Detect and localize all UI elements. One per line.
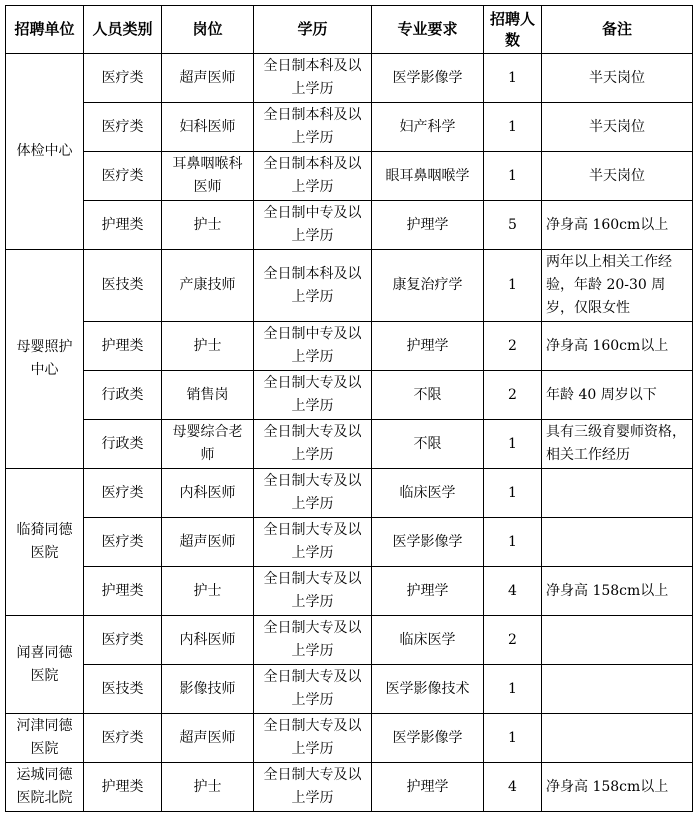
unit-cell: 体检中心	[6, 54, 84, 250]
table-row	[6, 371, 693, 420]
table-row	[6, 567, 693, 616]
post-cell: 影像技师	[162, 665, 254, 714]
post-cell: 母婴综合老师	[162, 420, 254, 469]
table-row	[6, 518, 693, 567]
major-cell: 康复治疗学	[372, 250, 484, 322]
category-cell: 医疗类	[84, 152, 162, 201]
count-cell: 2	[484, 616, 542, 665]
header-education: 学历	[254, 6, 372, 54]
major-cell: 不限	[372, 420, 484, 469]
education-cell: 全日制大专及以上学历	[254, 469, 372, 518]
major-cell: 不限	[372, 371, 484, 420]
table-row	[6, 103, 693, 152]
unit-cell: 运城同德医院北院	[6, 763, 84, 812]
note-cell: 半天岗位	[542, 152, 693, 201]
major-cell: 护理学	[372, 201, 484, 250]
category-cell: 医疗类	[84, 518, 162, 567]
category-cell: 医疗类	[84, 714, 162, 763]
education-cell: 全日制本科及以上学历	[254, 54, 372, 103]
table-row	[6, 322, 693, 371]
post-cell: 妇科医师	[162, 103, 254, 152]
post-cell: 产康技师	[162, 250, 254, 322]
post-cell: 超声医师	[162, 54, 254, 103]
education-cell: 全日制中专及以上学历	[254, 201, 372, 250]
category-cell: 护理类	[84, 567, 162, 616]
major-cell: 医学影像学	[372, 54, 484, 103]
post-cell: 内科医师	[162, 469, 254, 518]
post-cell: 超声医师	[162, 518, 254, 567]
note-cell: 净身高 160cm以上	[542, 201, 693, 250]
post-cell: 护士	[162, 201, 254, 250]
education-cell: 全日制大专及以上学历	[254, 616, 372, 665]
count-cell: 1	[484, 518, 542, 567]
note-cell	[542, 714, 693, 763]
unit-cell: 母婴照护中心	[6, 250, 84, 469]
category-cell: 行政类	[84, 371, 162, 420]
major-cell: 医学影像技术	[372, 665, 484, 714]
recruitment-table	[5, 5, 693, 812]
post-cell: 耳鼻咽喉科医师	[162, 152, 254, 201]
post-cell: 护士	[162, 567, 254, 616]
count-cell: 5	[484, 201, 542, 250]
category-cell: 行政类	[84, 420, 162, 469]
post-cell: 护士	[162, 322, 254, 371]
note-cell	[542, 518, 693, 567]
major-cell: 医学影像学	[372, 714, 484, 763]
header-post: 岗位	[162, 6, 254, 54]
education-cell: 全日制本科及以上学历	[254, 250, 372, 322]
note-cell	[542, 469, 693, 518]
major-cell: 临床医学	[372, 616, 484, 665]
category-cell: 护理类	[84, 322, 162, 371]
education-cell: 全日制大专及以上学历	[254, 420, 372, 469]
major-cell: 医学影像学	[372, 518, 484, 567]
education-cell: 全日制中专及以上学历	[254, 322, 372, 371]
count-cell: 1	[484, 420, 542, 469]
post-cell: 内科医师	[162, 616, 254, 665]
category-cell: 医疗类	[84, 103, 162, 152]
table-row	[6, 714, 693, 763]
header-count: 招聘人数	[484, 6, 542, 54]
major-cell: 眼耳鼻咽喉学	[372, 152, 484, 201]
category-cell: 护理类	[84, 763, 162, 812]
education-cell: 全日制大专及以上学历	[254, 763, 372, 812]
note-cell: 具有三级育婴师资格，相关工作经历	[542, 420, 693, 469]
table-row	[6, 420, 693, 469]
note-cell	[542, 616, 693, 665]
major-cell: 护理学	[372, 567, 484, 616]
major-cell: 护理学	[372, 763, 484, 812]
header-unit: 招聘单位	[6, 6, 84, 54]
note-cell: 年龄 40 周岁以下	[542, 371, 693, 420]
category-cell: 护理类	[84, 201, 162, 250]
note-cell: 净身高 158cm以上	[542, 567, 693, 616]
table-row	[6, 250, 693, 322]
category-cell: 医疗类	[84, 469, 162, 518]
note-cell: 两年以上相关工作经验，年龄 20-30 周岁，仅限女性	[542, 250, 693, 322]
header-major: 专业要求	[372, 6, 484, 54]
note-cell: 半天岗位	[542, 54, 693, 103]
unit-cell: 闻喜同德医院	[6, 616, 84, 714]
unit-cell: 河津同德医院	[6, 714, 84, 763]
unit-cell: 临猗同德医院	[6, 469, 84, 616]
note-cell: 净身高 158cm以上	[542, 763, 693, 812]
category-cell: 医疗类	[84, 616, 162, 665]
table-row	[6, 54, 693, 103]
category-cell: 医疗类	[84, 54, 162, 103]
count-cell: 1	[484, 152, 542, 201]
count-cell: 1	[484, 714, 542, 763]
education-cell: 全日制大专及以上学历	[254, 714, 372, 763]
education-cell: 全日制大专及以上学历	[254, 518, 372, 567]
note-cell	[542, 665, 693, 714]
count-cell: 1	[484, 250, 542, 322]
category-cell: 医技类	[84, 250, 162, 322]
table-row	[6, 201, 693, 250]
table-row	[6, 763, 693, 812]
count-cell: 4	[484, 763, 542, 812]
major-cell: 临床医学	[372, 469, 484, 518]
header-note: 备注	[542, 6, 693, 54]
note-cell: 半天岗位	[542, 103, 693, 152]
education-cell: 全日制大专及以上学历	[254, 567, 372, 616]
header-category: 人员类别	[84, 6, 162, 54]
table-row	[6, 152, 693, 201]
count-cell: 4	[484, 567, 542, 616]
post-cell: 销售岗	[162, 371, 254, 420]
header-row	[6, 6, 693, 54]
education-cell: 全日制本科及以上学历	[254, 152, 372, 201]
count-cell: 2	[484, 371, 542, 420]
table-row	[6, 616, 693, 665]
category-cell: 医技类	[84, 665, 162, 714]
count-cell: 1	[484, 103, 542, 152]
count-cell: 1	[484, 665, 542, 714]
education-cell: 全日制大专及以上学历	[254, 665, 372, 714]
post-cell: 护士	[162, 763, 254, 812]
count-cell: 1	[484, 469, 542, 518]
table-row	[6, 665, 693, 714]
count-cell: 2	[484, 322, 542, 371]
post-cell: 超声医师	[162, 714, 254, 763]
education-cell: 全日制大专及以上学历	[254, 371, 372, 420]
note-cell: 净身高 160cm以上	[542, 322, 693, 371]
education-cell: 全日制本科及以上学历	[254, 103, 372, 152]
table-row	[6, 469, 693, 518]
major-cell: 护理学	[372, 322, 484, 371]
count-cell: 1	[484, 54, 542, 103]
major-cell: 妇产科学	[372, 103, 484, 152]
